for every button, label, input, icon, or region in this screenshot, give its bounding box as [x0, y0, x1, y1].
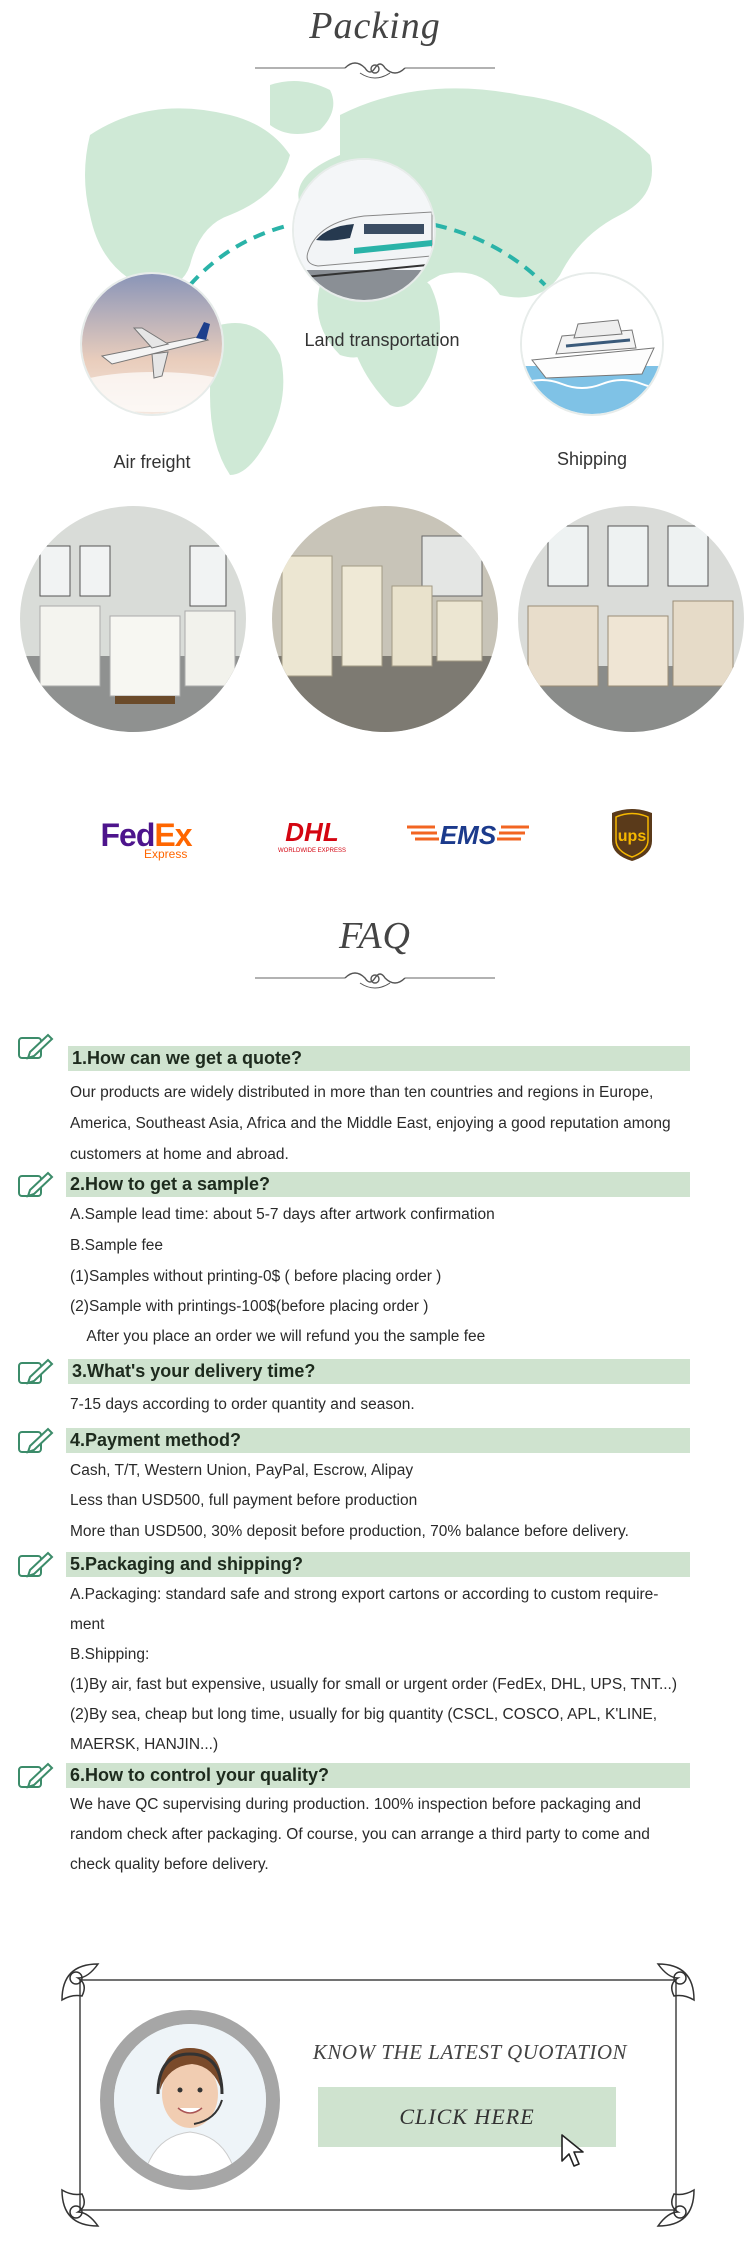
edit-icon [16, 1426, 54, 1456]
faq-answer-2-line-3: (1)Samples without printing-0$ ( before placing order ) [70, 1268, 442, 1285]
faq-answer-1-line-1: Our products are widely distributed in more than ten countries and regions in Europe, [70, 1084, 654, 1101]
edit-icon [16, 1761, 54, 1791]
warehouse-photo-2 [272, 506, 498, 732]
faq-answer-5-line-3: B.Shipping: [70, 1646, 150, 1663]
faq-answer-2-line-4: (2)Sample with printings-100$(before placing order ) [70, 1298, 429, 1315]
faq-answer-2-line-5: After you place an order we will refund you the sample fee [70, 1328, 486, 1345]
svg-text:WORLDWIDE EXPRESS: WORLDWIDE EXPRESS [277, 848, 347, 854]
faq-answer-3-line-1: 7-15 days according to order quantity and season. [70, 1396, 415, 1413]
faq-answer-4-line-3: More than USD500, 30% deposit before production, 70% balance before delivery. [70, 1523, 629, 1540]
faq-answer-2-line-1: A.Sample lead time: about 5-7 days after artwork confirmation [70, 1206, 495, 1223]
faq-answer-1-line-2: America, Southeast Asia, Africa and the Middle East, enjoying a good reputation among [70, 1115, 671, 1132]
edit-icon [16, 1170, 54, 1200]
quotation-heading: KNOW THE LATEST QUOTATION [312, 2040, 628, 2064]
ems-logo [405, 805, 531, 865]
fedex-logo: Fed Ex Express [100, 816, 192, 861]
land-transport-label: Land transportation [304, 330, 460, 350]
shipping-image [520, 272, 664, 416]
support-agent-avatar [100, 2010, 280, 2190]
faq-question-4: 4.Payment method? [66, 1428, 690, 1453]
faq-title: FAQ [339, 915, 411, 957]
ups-logo [608, 805, 656, 865]
faq-answer-5-line-2: ment [70, 1616, 105, 1633]
faq-answer-6-line-1: We have QC supervising during production. 100% inspection before packaging and [70, 1796, 641, 1813]
faq-question-3: 3.What's your delivery time? [68, 1359, 690, 1384]
faq-answer-5-line-5: (2)By sea, cheap but long time, usually for big quantity (CSCL, COSCO, APL, K'LINE, [70, 1706, 658, 1723]
faq-answer-5-line-1: A.Packaging: standard safe and strong export cartons or according to custom require- [70, 1586, 659, 1603]
click-here-button[interactable]: CLICK HERE [318, 2087, 616, 2147]
packing-title: Packing [309, 5, 441, 47]
shipping-label: Shipping [556, 449, 628, 469]
faq-answer-5-line-4: (1)By air, fast but expensive, usually for small or urgent order (FedEx, DHL, UPS, TNT...) [70, 1676, 678, 1693]
dhl-logo [262, 805, 362, 865]
faq-question-5: 5.Packaging and shipping? [66, 1552, 690, 1577]
faq-flourish-icon [250, 965, 500, 995]
edit-icon [16, 1032, 54, 1062]
warehouse-photo-1 [20, 506, 246, 732]
svg-text:EMS: EMS [439, 820, 497, 850]
warehouse-photo-3 [518, 506, 744, 732]
faq-answer-4-line-2: Less than USD500, full payment before production [70, 1492, 418, 1509]
faq-answer-2-line-2: B.Sample fee [70, 1237, 164, 1254]
fedex-logo-sub: Express [144, 847, 188, 861]
faq-answer-6-line-3: check quality before delivery. [70, 1856, 269, 1873]
faq-question-2: 2.How to get a sample? [66, 1172, 690, 1197]
svg-text:ups: ups [617, 828, 647, 845]
faq-answer-1-line-3: customers at home and abroad. [70, 1146, 289, 1163]
faq-answer-4-line-1: Cash, T/T, Western Union, PayPal, Escrow, Alipay [70, 1462, 414, 1479]
svg-text:DHL: DHL [285, 817, 339, 847]
faq-answer-6-line-2: random check after packaging. Of course, you can arrange a third party to come and [70, 1826, 650, 1843]
air-freight-image [80, 272, 224, 416]
edit-icon [16, 1357, 54, 1387]
faq-question-6: 6.How to control your quality? [66, 1763, 690, 1788]
mouse-cursor-icon [560, 2133, 584, 2169]
edit-icon [16, 1550, 54, 1580]
faq-question-1: 1.How can we get a quote? [68, 1046, 690, 1071]
land-transport-image [292, 158, 436, 302]
air-freight-label: Air freight [113, 452, 191, 472]
faq-answer-5-line-6: MAERSK, HANJIN...) [70, 1736, 219, 1753]
